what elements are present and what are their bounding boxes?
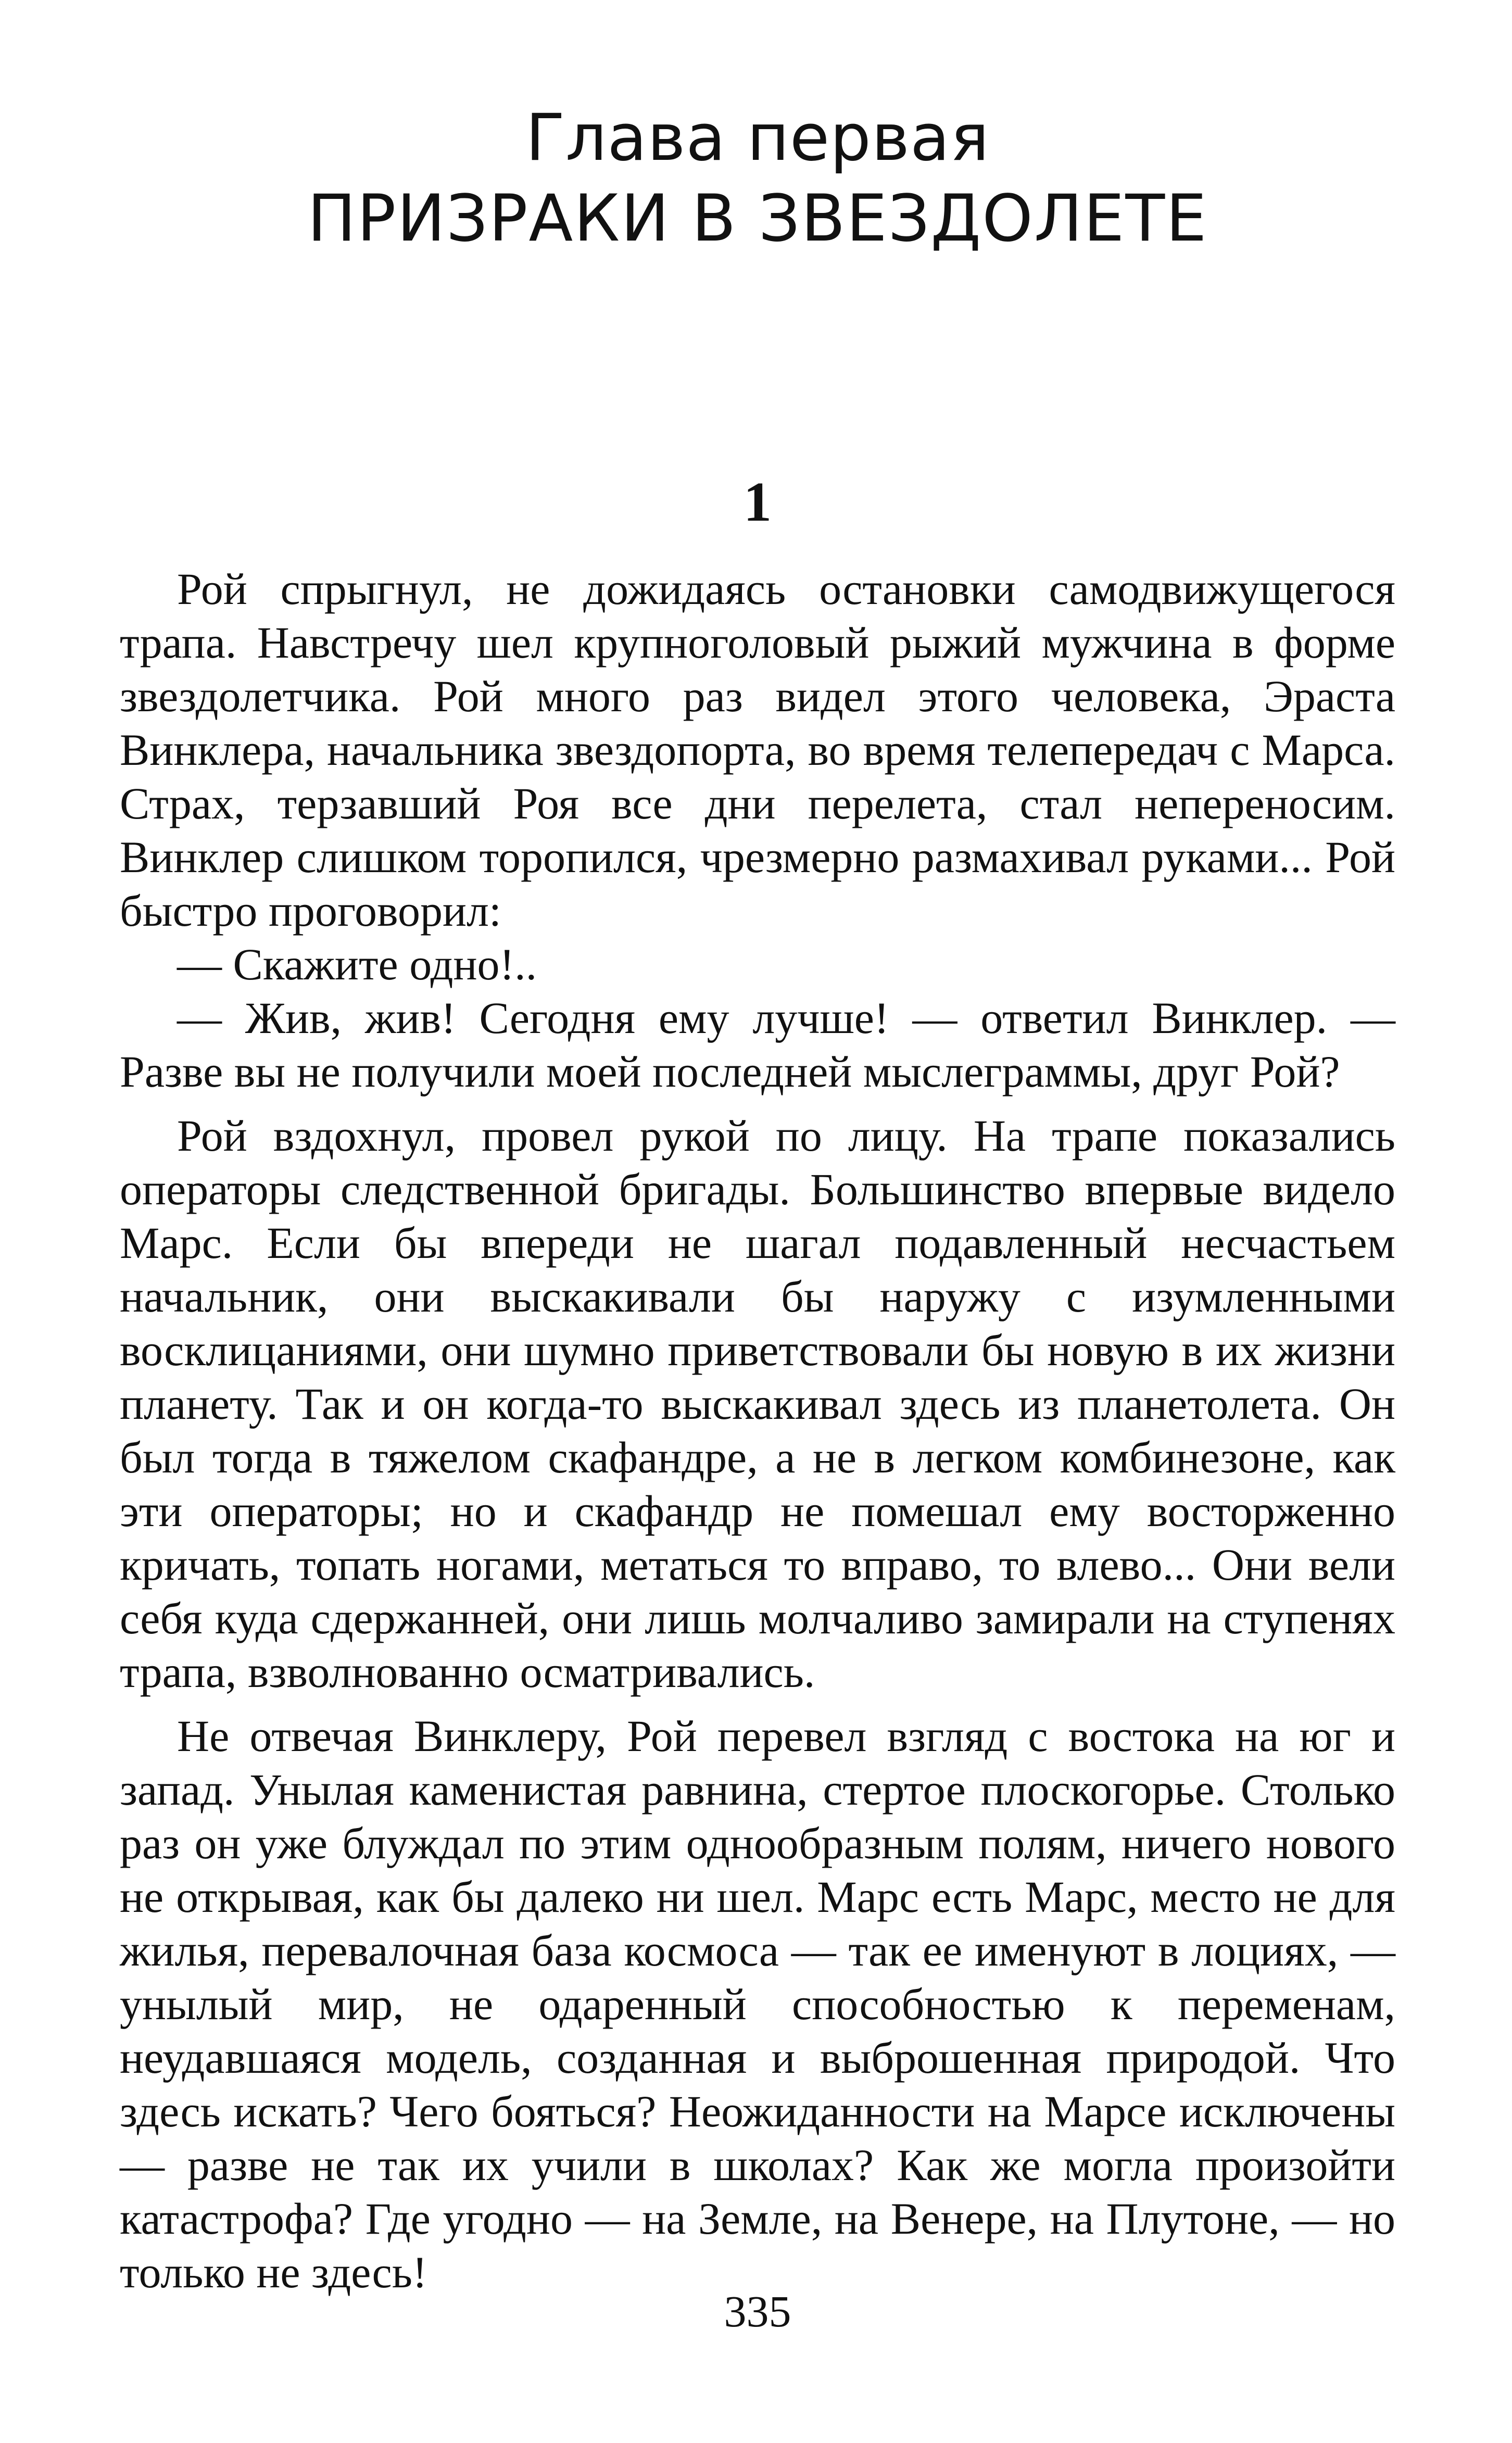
body-text [120, 562, 1395, 2299]
paragraph: — Скажите одно!.. [177, 939, 537, 989]
section-number: 1 [744, 471, 772, 533]
paragraph: Не отвечая Винклеру, Рой перевел взгляд с востока на юг и запад. Унылая каменистая равнина, стертое плоскогорье. Столько раз он уже блуждал по этим однообразным полям, ничего нового не открывая, как бы далеко ни шел. Марс есть Марс, место не для жилья, перевалочная база космоса — так ее именуют в лоциях, — унылый мир, не одаренный способностью к переменам, неудавшаяся модель, созданная и выброшенная природой. Что здесь искать? Чего бояться? Неожиданности на Марсе исключены — разве не так их учили в школах? Как же могла произойти катастрофа? Где угодно — на Земле, на Венере, на Плутоне, — но только не здесь! [120, 1711, 1395, 2297]
paragraph: Рой вздохнул, провел рукой по лицу. На трапе показались операторы следственной бригады. Большинство впервые видело Марс. Если бы впереди не шагал подавленный несчастьем начальник, они выскакивали бы наружу с изумленными восклицаниями, они шумно приветствовали бы новую в их жизни планету. Так и он когда-то выскакивал здесь из планетолета. Он был тогда в тяжелом скафандре, а не в легком комбинезоне, как эти операторы; но и скафандр не помешал ему восторженно кричать, топать ногами, метаться то вправо, то влево... Они вели себя куда сдержанней, они лишь молчаливо замирали на ступенях трапа, взволнованно осматривались. [120, 1111, 1395, 1697]
chapter-heading [120, 99, 1395, 260]
chapter-subtitle: ПРИЗРАКИ В ЗВЕЗДОЛЕТЕ [307, 181, 1208, 256]
paragraph: — Жив, жив! Сегодня ему лучше! — ответил Винклер. — Разве вы не получили моей последней мыслеграммы, друг Рой? [120, 993, 1395, 1097]
page-number: 335 [724, 2286, 791, 2336]
chapter-title: Глава первая [525, 100, 990, 175]
paragraph: Рой спрыгнул, не дожидаясь остановки самодвижущегося трапа. Навстречу шел крупноголовый рыжий мужчина в форме звездолетчика. Рой много раз видел этого человека, Эраста Винклера, начальника звездопорта, во время телепередач с Марса. Страх, терзавший Роя все дни перелета, стал непереносим. Винклер слишком торопился, чрезмерно размахивал руками... Рой быстро проговорил: [120, 564, 1395, 936]
book-page [120, 0, 1395, 2443]
